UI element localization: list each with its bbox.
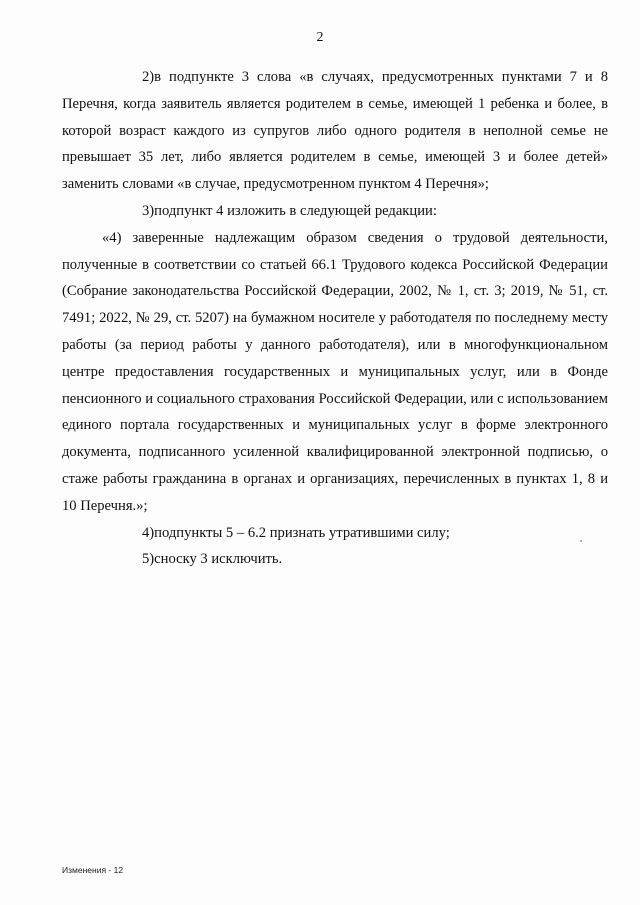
list-item-5 xyxy=(62,546,608,573)
item-text: в подпункте 3 слова «в случаях, предусмотренных пунктами 7 и 8 Перечня, когда заявитель является родителем в семье, имеющей 1 ребенка и более, в которой возраст каждого из супругов либо одного родителя в неполной семье не превышает 35 лет, либо является родителем в семье, имеющей 3 и более детей» заменить словами «в случае, предусмотренном пунктом 4 Перечня»; xyxy=(62,69,608,193)
item-text: подпункты 5 – 6.2 признать утратившими силу; xyxy=(154,524,450,541)
page-number: 2 xyxy=(316,30,324,45)
list-item-3 xyxy=(62,198,608,225)
scan-speck xyxy=(580,540,582,542)
item-number: 5) xyxy=(142,551,155,568)
quoted-subclause-4 xyxy=(62,225,608,520)
list-item-2 xyxy=(62,64,608,198)
document-body xyxy=(62,64,608,573)
list-item-4 xyxy=(62,520,608,547)
item-text: подпункт 4 изложить в следующей редакции: xyxy=(154,202,437,219)
item-number: 2) xyxy=(142,69,155,85)
item-text: сноску 3 исключить. xyxy=(154,551,283,568)
item-text: «4) заверенные надлежащим образом сведения о трудовой деятельности, полученные в соответствии со статьей 66.1 Трудового кодекса Российской Федерации (Собрание законодательства Российской Федерации, 2002, № 1, ст. 3; 2019, № 51, ст. 7491; 2022, № 29, ст. 5207) на бумажном носителе у работодателя по последнему месту работы (за период работы у данного работодателя), или в многофункциональном центре предоставления государственных и муниципальных услуг, или в Фонде пенсионного и социального страхования Российской Федерации, или с использованием единого портала государственных и муниципальных услуг в форме электронного документа, подписанного усиленной квалифицированной электронной подписью, о стаже работы гражданина в органах и организациях, перечисленных в пунктах 1, 8 и 10 Перечня.»; xyxy=(62,229,608,514)
item-number: 3) xyxy=(142,202,155,219)
footer-label: Изменения - 12 xyxy=(62,865,124,875)
item-number: 4) xyxy=(142,524,155,541)
